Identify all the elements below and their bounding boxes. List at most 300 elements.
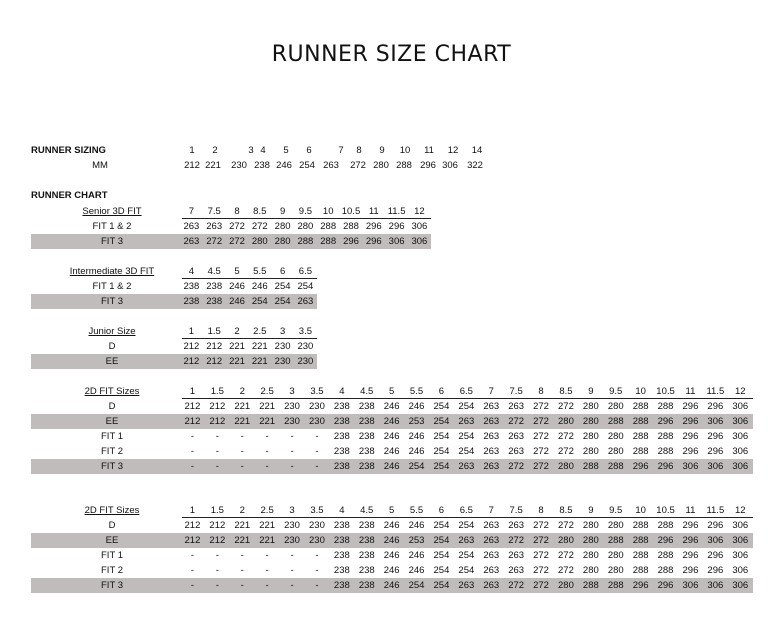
- value-cell: 306: [732, 416, 749, 427]
- value-cell: 288: [657, 446, 674, 457]
- size-cell: 1: [189, 145, 195, 156]
- value-cell: 212: [209, 535, 226, 546]
- size-cell: 10: [635, 386, 646, 397]
- value-cell: -: [190, 565, 195, 576]
- size-cell: 5.5: [253, 266, 267, 277]
- size-cell: 2.5: [260, 505, 274, 516]
- value-cell: 296: [657, 580, 674, 591]
- value-cell: 238: [206, 296, 223, 307]
- value-cell: 254: [408, 580, 425, 591]
- size-cell: 11.5: [387, 206, 406, 217]
- value-cell: 254: [433, 446, 450, 457]
- value-cell: 280: [582, 520, 599, 531]
- value-cell: 272: [533, 565, 549, 576]
- value-cell: -: [190, 580, 195, 591]
- table-row: [31, 429, 753, 444]
- value-cell: 306: [732, 565, 749, 576]
- size-cell: 10: [322, 206, 334, 217]
- value-cell: 263: [458, 535, 475, 546]
- value-cell: 306: [707, 535, 724, 546]
- value-cell: -: [290, 565, 294, 576]
- value-cell: 246: [408, 446, 425, 457]
- size-cell: 11: [685, 386, 696, 397]
- value-cell: 296: [682, 520, 699, 531]
- row-label: FIT 3: [101, 580, 123, 591]
- value-cell: 238: [358, 416, 375, 427]
- value-cell: 230: [309, 401, 325, 412]
- table-header-row: [0, 324, 317, 339]
- row-label: FIT 1: [101, 431, 123, 442]
- value-cell: 306: [411, 236, 428, 247]
- value-cell: 263: [483, 461, 500, 472]
- value-cell: 238: [333, 550, 350, 561]
- value-cell: 288: [632, 535, 649, 546]
- value-cell: 263: [183, 236, 200, 247]
- value-cell: -: [240, 446, 244, 457]
- value-cell: 230: [284, 401, 300, 412]
- size-cell: 8.5: [559, 505, 573, 516]
- value-cell: 246: [408, 520, 425, 531]
- value-cell: 306: [732, 431, 749, 442]
- mm-cell: 212: [184, 160, 200, 171]
- table-row: [31, 578, 753, 593]
- runner-sizing-row: [0, 143, 783, 158]
- value-cell: 296: [657, 461, 674, 472]
- value-cell: 254: [274, 281, 291, 292]
- size-cell: 11.5: [706, 386, 725, 397]
- value-cell: 230: [284, 416, 300, 427]
- value-cell: 280: [582, 431, 599, 442]
- value-cell: 221: [234, 401, 251, 412]
- value-cell: -: [290, 550, 294, 561]
- value-cell: 238: [358, 580, 375, 591]
- value-cell: 296: [707, 401, 724, 412]
- value-cell: 254: [433, 416, 450, 427]
- value-cell: 306: [732, 446, 749, 457]
- size-cell: 7.5: [509, 386, 523, 397]
- value-cell: 280: [582, 416, 599, 427]
- value-cell: 221: [259, 401, 276, 412]
- value-cell: 246: [383, 401, 400, 412]
- size-cell: 6: [438, 505, 445, 516]
- size-cell: 4.5: [207, 266, 221, 277]
- value-cell: 246: [383, 416, 400, 427]
- value-cell: -: [190, 431, 195, 442]
- value-cell: 296: [707, 520, 724, 531]
- size-cell: 8: [234, 206, 240, 217]
- value-cell: -: [215, 431, 219, 442]
- value-cell: 246: [408, 401, 425, 412]
- value-cell: 246: [229, 281, 245, 292]
- table-header-label: Junior Size: [88, 326, 136, 337]
- value-cell: 246: [408, 565, 425, 576]
- mm-cell: 221: [205, 160, 221, 171]
- row-label: FIT 2: [101, 446, 123, 457]
- size-cell: 9.5: [609, 505, 623, 516]
- value-cell: 212: [184, 416, 201, 427]
- table-header-row: [0, 384, 753, 399]
- value-cell: 212: [183, 341, 200, 352]
- size-cell: 9: [588, 505, 594, 516]
- value-cell: 272: [533, 416, 549, 427]
- value-cell: 230: [309, 535, 325, 546]
- value-cell: 254: [458, 520, 475, 531]
- value-cell: 230: [309, 520, 325, 531]
- size-cell: 1: [189, 386, 196, 397]
- mm-label: MM: [92, 160, 108, 171]
- value-cell: 280: [607, 431, 624, 442]
- value-cell: 263: [458, 580, 475, 591]
- value-cell: 288: [657, 401, 674, 412]
- value-cell: 221: [251, 341, 268, 352]
- value-cell: 221: [251, 356, 268, 367]
- value-cell: 230: [274, 356, 291, 367]
- value-cell: 263: [458, 461, 475, 472]
- value-cell: 263: [483, 401, 500, 412]
- value-cell: 280: [558, 580, 574, 591]
- value-cell: 254: [458, 446, 475, 457]
- value-cell: 254: [458, 565, 475, 576]
- value-cell: 263: [508, 550, 525, 561]
- value-cell: 296: [682, 446, 699, 457]
- row-label: FIT 3: [101, 296, 123, 307]
- value-cell: 296: [707, 431, 724, 442]
- value-cell: 238: [358, 535, 375, 546]
- size-cell: 1.5: [210, 386, 224, 397]
- value-cell: 246: [383, 431, 400, 442]
- mm-cell: 322: [467, 160, 483, 171]
- value-cell: 246: [383, 580, 400, 591]
- size-cell: 2: [212, 145, 218, 156]
- size-cell: 11: [424, 145, 434, 156]
- size-cell: 5.5: [409, 505, 424, 516]
- value-cell: -: [215, 461, 219, 472]
- value-cell: 230: [297, 356, 314, 367]
- table-header-label: 2D FIT Sizes: [84, 386, 140, 397]
- size-cell: 2.5: [253, 326, 267, 337]
- value-cell: 306: [732, 535, 749, 546]
- table-header-label: Intermediate 3D FIT: [69, 266, 155, 277]
- row-label: FIT 3: [101, 236, 123, 247]
- size-cell: 12: [734, 386, 746, 397]
- row-label: FIT 3: [101, 461, 123, 472]
- size-cell: 7: [188, 206, 195, 217]
- size-cell: 5: [283, 145, 289, 156]
- table-row: [31, 563, 753, 578]
- size-cell: 12: [414, 206, 425, 217]
- size-cell: 8: [538, 505, 544, 516]
- value-cell: -: [315, 431, 319, 442]
- value-cell: 288: [297, 236, 314, 247]
- value-cell: 212: [184, 535, 201, 546]
- size-cell: 9.5: [609, 386, 623, 397]
- size-cell: 1.5: [207, 326, 221, 337]
- mm-cell: 272: [350, 160, 366, 171]
- value-cell: 288: [632, 446, 649, 457]
- value-cell: 253: [408, 535, 425, 546]
- value-cell: 246: [408, 550, 425, 561]
- value-cell: 280: [558, 461, 574, 472]
- size-cell: 10.5: [656, 386, 675, 397]
- value-cell: 272: [533, 446, 549, 457]
- value-cell: 230: [297, 341, 314, 352]
- value-cell: 306: [732, 520, 749, 531]
- value-cell: 221: [234, 520, 251, 531]
- value-cell: 288: [632, 565, 649, 576]
- value-cell: 272: [508, 535, 525, 546]
- size-cell: 6: [438, 386, 445, 397]
- table-row: [31, 548, 753, 563]
- value-cell: 254: [433, 401, 450, 412]
- value-cell: 296: [343, 236, 359, 247]
- row-label: D: [108, 401, 116, 412]
- size-cell: 9: [279, 206, 286, 217]
- row-label: EE: [105, 416, 119, 427]
- value-cell: 221: [234, 416, 251, 427]
- value-cell: -: [240, 580, 244, 591]
- value-cell: 263: [483, 446, 500, 457]
- mm-cell: 254: [299, 160, 315, 171]
- size-cell: 11.5: [706, 505, 725, 516]
- mm-cell: 288: [396, 160, 412, 171]
- size-cell: 8: [538, 386, 544, 397]
- value-cell: 306: [707, 461, 724, 472]
- value-cell: 253: [408, 416, 425, 427]
- value-cell: 254: [433, 461, 450, 472]
- size-cell: 12: [734, 505, 746, 516]
- mm-cell: 280: [373, 160, 389, 171]
- value-cell: 238: [183, 281, 200, 292]
- size-cell: 8: [356, 145, 362, 156]
- table-row: [31, 339, 317, 354]
- value-cell: 212: [184, 520, 201, 531]
- value-cell: 306: [707, 416, 724, 427]
- value-cell: -: [315, 446, 319, 457]
- size-cell: 4: [188, 266, 195, 277]
- table-row: [31, 354, 317, 369]
- value-cell: 246: [383, 550, 400, 561]
- mm-cell: 296: [420, 160, 436, 171]
- value-cell: -: [240, 461, 244, 472]
- value-cell: 272: [558, 446, 574, 457]
- value-cell: 212: [206, 356, 223, 367]
- size-cell: 4: [339, 505, 345, 516]
- value-cell: 238: [333, 520, 350, 531]
- value-cell: 288: [343, 221, 359, 232]
- value-cell: 288: [657, 431, 674, 442]
- value-cell: 288: [582, 461, 599, 472]
- value-cell: 306: [682, 461, 699, 472]
- value-cell: 288: [607, 580, 624, 591]
- value-cell: 272: [558, 565, 574, 576]
- value-cell: 212: [183, 356, 200, 367]
- size-cell: 7.5: [207, 206, 221, 217]
- value-cell: -: [265, 461, 269, 472]
- value-cell: 272: [206, 236, 223, 247]
- value-cell: 272: [533, 520, 549, 531]
- value-cell: 296: [682, 416, 699, 427]
- value-cell: 280: [558, 535, 574, 546]
- value-cell: 263: [508, 431, 525, 442]
- size-cell: 11: [685, 505, 696, 516]
- size-cell: 3: [289, 386, 295, 397]
- value-cell: 263: [483, 550, 500, 561]
- row-label: FIT 1 & 2: [92, 281, 132, 292]
- value-cell: -: [315, 461, 319, 472]
- row-label: D: [108, 520, 116, 531]
- value-cell: 296: [707, 446, 724, 457]
- value-cell: 306: [732, 550, 749, 561]
- value-cell: 272: [533, 401, 549, 412]
- value-cell: 296: [365, 221, 382, 232]
- value-cell: -: [265, 580, 269, 591]
- value-cell: 254: [433, 565, 450, 576]
- value-cell: 272: [251, 221, 268, 232]
- value-cell: 263: [483, 535, 500, 546]
- value-cell: 212: [209, 520, 226, 531]
- value-cell: 296: [682, 550, 699, 561]
- value-cell: 280: [582, 401, 599, 412]
- row-label: D: [108, 341, 116, 352]
- value-cell: -: [190, 446, 195, 457]
- value-cell: -: [215, 446, 219, 457]
- value-cell: 212: [209, 401, 226, 412]
- row-label: FIT 1: [101, 550, 123, 561]
- value-cell: 296: [657, 535, 674, 546]
- size-cell: 9: [588, 386, 594, 397]
- size-cell: 8.5: [559, 386, 573, 397]
- value-cell: 238: [333, 535, 350, 546]
- value-cell: 263: [483, 580, 500, 591]
- value-cell: 272: [533, 461, 549, 472]
- value-cell: 254: [433, 431, 450, 442]
- size-cell: 8.5: [253, 206, 267, 217]
- size-cell: 10.5: [656, 505, 675, 516]
- value-cell: 280: [297, 221, 314, 232]
- value-cell: 296: [682, 401, 699, 412]
- size-cell: 3.5: [310, 386, 324, 397]
- size-cell: 7: [488, 505, 494, 516]
- page-title: RUNNER SIZE CHART: [271, 42, 512, 67]
- value-cell: 263: [483, 520, 500, 531]
- value-cell: 263: [206, 221, 223, 232]
- value-cell: 296: [388, 221, 405, 232]
- size-cell: 3.5: [298, 326, 312, 337]
- table-header-row: [0, 264, 317, 279]
- value-cell: 272: [229, 221, 245, 232]
- value-cell: -: [265, 431, 269, 442]
- size-cell: 2.5: [260, 386, 274, 397]
- table-row: [31, 459, 753, 474]
- table-row: [31, 399, 753, 414]
- value-cell: 306: [732, 461, 749, 472]
- value-cell: -: [240, 550, 244, 561]
- value-cell: 280: [607, 446, 624, 457]
- value-cell: 288: [632, 416, 649, 427]
- value-cell: 230: [284, 520, 300, 531]
- size-cell: 3: [248, 145, 254, 156]
- value-cell: 246: [383, 520, 400, 531]
- value-cell: 280: [607, 550, 624, 561]
- size-cell: 2: [239, 386, 245, 397]
- value-cell: 272: [558, 431, 574, 442]
- value-cell: 306: [707, 580, 724, 591]
- table-header-row: [0, 204, 431, 219]
- value-cell: 296: [632, 461, 649, 472]
- value-cell: 254: [274, 296, 291, 307]
- value-cell: -: [265, 550, 269, 561]
- value-cell: 263: [508, 520, 525, 531]
- value-cell: 306: [388, 236, 405, 247]
- value-cell: 288: [320, 221, 337, 232]
- value-cell: 246: [408, 431, 425, 442]
- value-cell: 238: [333, 446, 350, 457]
- value-cell: 306: [732, 401, 749, 412]
- value-cell: 238: [333, 431, 350, 442]
- size-cell: 12: [447, 145, 459, 156]
- value-cell: 246: [383, 565, 400, 576]
- table-row: [31, 234, 431, 249]
- value-cell: 238: [333, 580, 350, 591]
- table-row: [31, 444, 753, 459]
- value-cell: 288: [607, 535, 624, 546]
- row-label: EE: [105, 356, 119, 367]
- size-cell: 4.5: [360, 505, 374, 516]
- value-cell: 263: [183, 221, 200, 232]
- value-cell: 263: [458, 416, 475, 427]
- value-cell: 263: [508, 446, 525, 457]
- value-cell: 254: [458, 431, 475, 442]
- value-cell: 238: [183, 296, 200, 307]
- value-cell: 238: [333, 461, 350, 472]
- size-cell: 10.5: [341, 206, 361, 217]
- size-cell: 9.5: [298, 206, 312, 217]
- value-cell: 246: [251, 281, 268, 292]
- value-cell: 221: [229, 356, 245, 367]
- value-cell: -: [290, 580, 294, 591]
- mm-cell: 246: [276, 160, 292, 171]
- value-cell: 306: [682, 580, 699, 591]
- value-cell: -: [290, 446, 294, 457]
- value-cell: 238: [358, 565, 375, 576]
- value-cell: 272: [533, 431, 549, 442]
- size-cell: 7: [488, 386, 494, 397]
- value-cell: 272: [508, 580, 525, 591]
- value-cell: 246: [383, 535, 400, 546]
- row-label: EE: [105, 535, 119, 546]
- size-cell: 5: [234, 266, 240, 277]
- value-cell: 296: [707, 565, 724, 576]
- value-cell: 288: [657, 550, 674, 561]
- value-cell: 280: [274, 236, 291, 247]
- table-header-label: Senior 3D FIT: [82, 206, 142, 217]
- size-cell: 5: [388, 505, 395, 516]
- value-cell: 238: [206, 281, 223, 292]
- runner-chart-label: RUNNER CHART: [31, 190, 108, 201]
- value-cell: 254: [297, 281, 314, 292]
- value-cell: 254: [433, 520, 450, 531]
- value-cell: 254: [433, 550, 450, 561]
- value-cell: -: [315, 565, 319, 576]
- size-cell: 10: [635, 505, 646, 516]
- value-cell: 238: [333, 401, 350, 412]
- table-row: [31, 414, 753, 429]
- size-cell: 2: [239, 505, 245, 516]
- value-cell: 212: [206, 341, 223, 352]
- size-cell: 7.5: [509, 505, 523, 516]
- value-cell: 246: [383, 461, 400, 472]
- value-cell: 230: [274, 341, 291, 352]
